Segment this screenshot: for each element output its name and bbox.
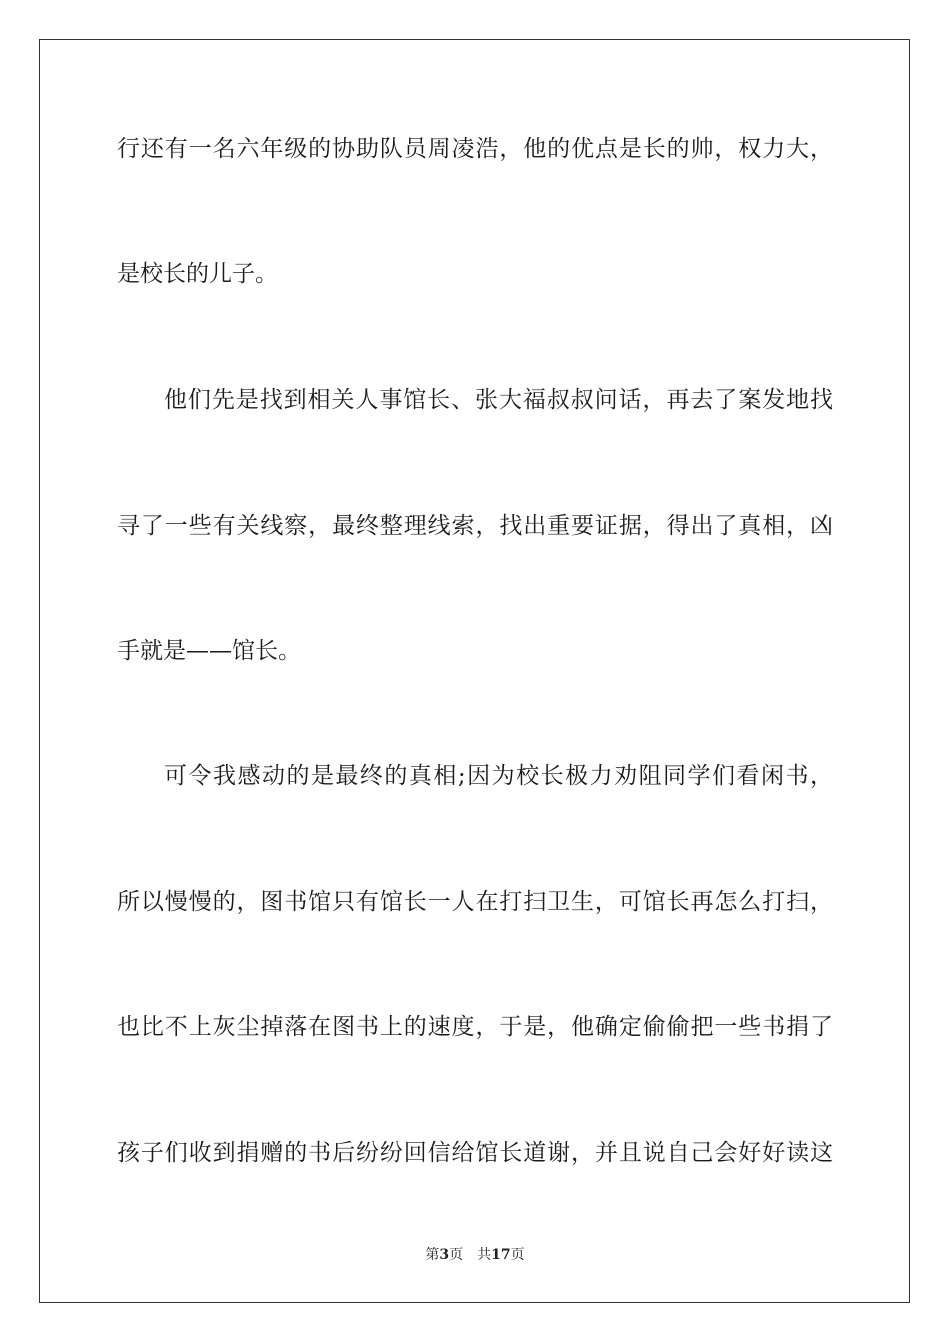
text-line-3: 他们先是找到相关人事馆长、张大福叔叔问话，再去了案发地找	[164, 387, 833, 413]
page-current: 3	[439, 1247, 450, 1263]
text-line-9: 孩子们收到捐赠的书后纷纷回信给馆长道谢，并且说自己会好好读这	[117, 1140, 833, 1166]
text-line-6: 可令我感动的是最终的真相;因为校长极力劝阻同学们看闲书，	[164, 763, 833, 789]
text-line-8: 也比不上灰尘掉落在图书上的速度，于是，他确定偷偷把一些书捐了	[117, 1014, 833, 1040]
page-footer	[0, 1246, 950, 1264]
text-line-2: 是校长的儿子。	[117, 261, 278, 287]
text-line-4: 寻了一些有关线察，最终整理线索，找出重要证据，得出了真相，凶	[117, 513, 833, 539]
page-total: 17	[491, 1247, 511, 1263]
page-prefix: 第	[425, 1247, 440, 1263]
page-suffix: 页	[449, 1247, 464, 1263]
text-line-1: 行还有一名六年级的协助队员周凌浩，他的优点是长的帅，权力大，	[117, 136, 833, 162]
text-line-5: 手就是——馆长。	[117, 638, 301, 664]
total-suffix: 页	[510, 1247, 525, 1263]
text-line-7: 所以慢慢的，图书馆只有馆长一人在打扫卫生，可馆长再怎么打扫，	[117, 889, 833, 915]
total-prefix: 共	[477, 1247, 492, 1263]
page-border	[39, 39, 910, 1303]
